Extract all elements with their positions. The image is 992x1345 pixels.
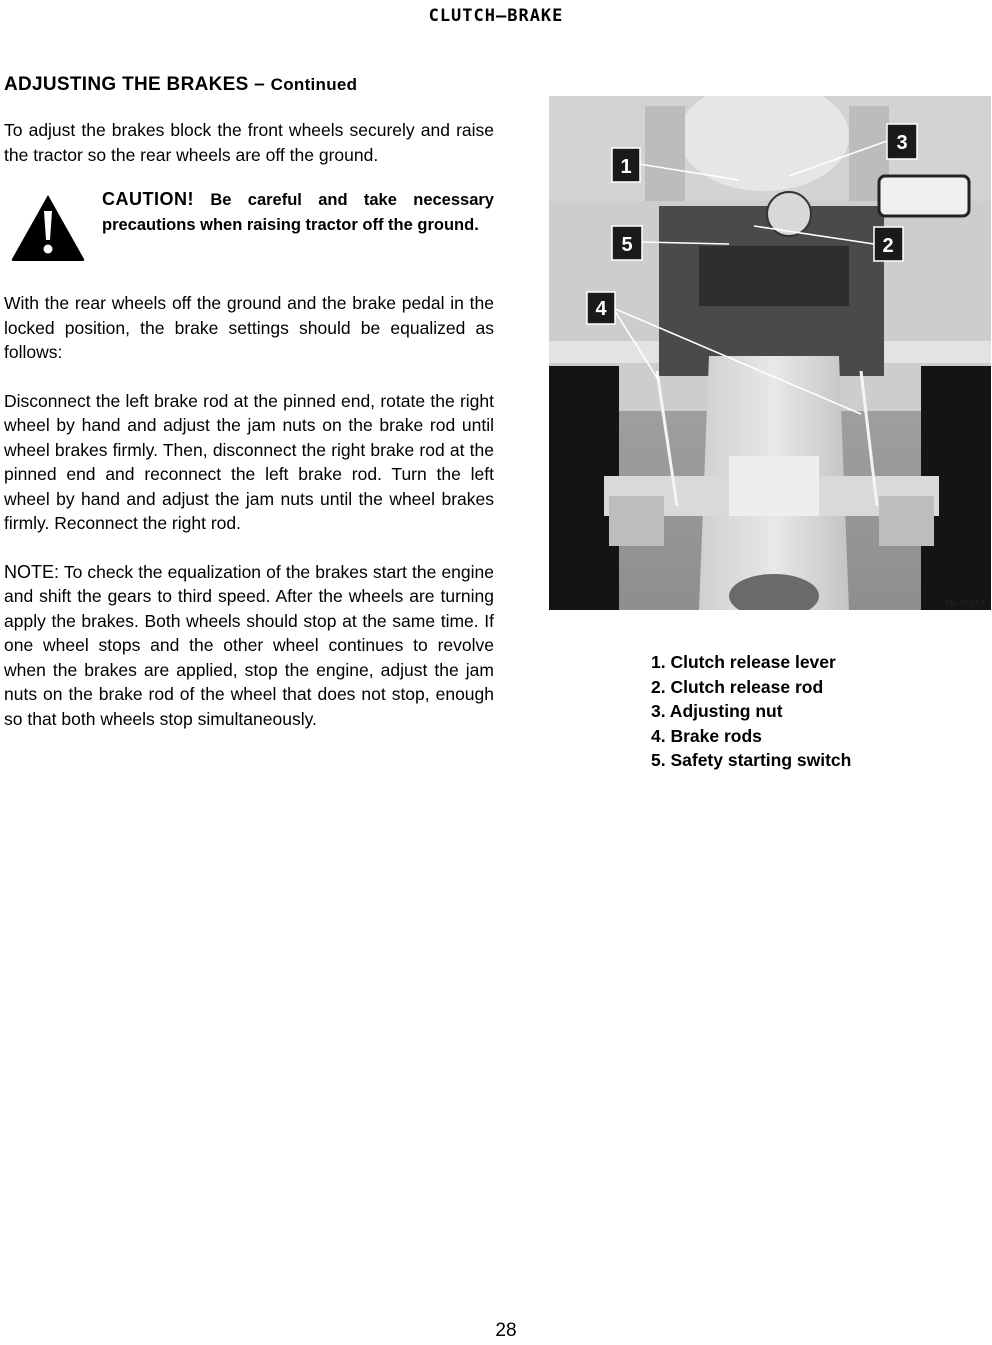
- svg-text:2: 2: [882, 235, 894, 257]
- section-title-continued: Continued: [270, 75, 358, 94]
- note-label: NOTE:: [4, 561, 60, 582]
- page-header: CLUTCH–BRAKE: [428, 6, 564, 26]
- caution-block: [4, 187, 494, 271]
- section-title-main: ADJUSTING THE BRAKES –: [4, 74, 266, 95]
- legend-item: 5. Safety starting switch: [651, 750, 852, 770]
- legend-item: 3. Adjusting nut: [651, 701, 783, 721]
- legend-item: 2. Clutch release rod: [651, 676, 824, 697]
- svg-text:5: 5: [621, 234, 633, 256]
- note-text: To check the equalization of the brakes start the engine and shift the gears to third speed. After the wheels are turning apply the brakes. Both wheels should stop at the same time. If one wheel stops and the other wheel continues to revolve when the brakes are applied, stop the engine, adjust the jam nuts on the brake rod of the wheel that does not stop, enough so that both wheels stop simultaneously.: [4, 561, 494, 729]
- tractor-brake-photo: [549, 96, 991, 610]
- svg-text:4: 4: [595, 298, 607, 320]
- note-paragraph: [4, 560, 494, 732]
- equalize-paragraph: With the rear wheels off the ground and the brake pedal in the locked position, the brake settings should be equalized as follows:: [4, 293, 494, 362]
- intro-paragraph: To adjust the brakes block the front wheels securely and raise the tractor so the rear wheels are off the ground.: [4, 120, 494, 165]
- callout-2: [874, 227, 903, 261]
- callout-5: [612, 226, 642, 260]
- figure-code: MA-6130 A: [945, 599, 985, 608]
- page-number: 28: [495, 1320, 517, 1341]
- callout-4: [587, 292, 615, 324]
- procedure-paragraph: Disconnect the left brake rod at the pinned end, rotate the right wheel by hand and adjust the jam nuts on the brake rod until wheel brakes firmly. Then, disconnect the right brake rod at the pinned end and reconnect the left brake rod. Turn the left wheel by hand and adjust the jam nuts until the wheel brakes firmly. Reconnect the right rod.: [4, 390, 494, 533]
- caution-body: Be careful and take necessary precautions when raising tractor off the ground.: [102, 191, 494, 234]
- section-title: [4, 74, 494, 96]
- main-text-column: [4, 74, 494, 731]
- callout-1: [612, 148, 640, 182]
- legend-item: 4. Brake rods: [651, 725, 762, 746]
- svg-text:1: 1: [620, 156, 632, 178]
- caution-lead: CAUTION!: [102, 189, 194, 209]
- warning-icon: [10, 193, 86, 263]
- figure-legend: [651, 650, 851, 773]
- svg-text:3: 3: [896, 132, 908, 154]
- caution-text: [102, 187, 494, 237]
- callout-3: [887, 124, 917, 159]
- legend-item: 1. Clutch release lever: [651, 652, 836, 672]
